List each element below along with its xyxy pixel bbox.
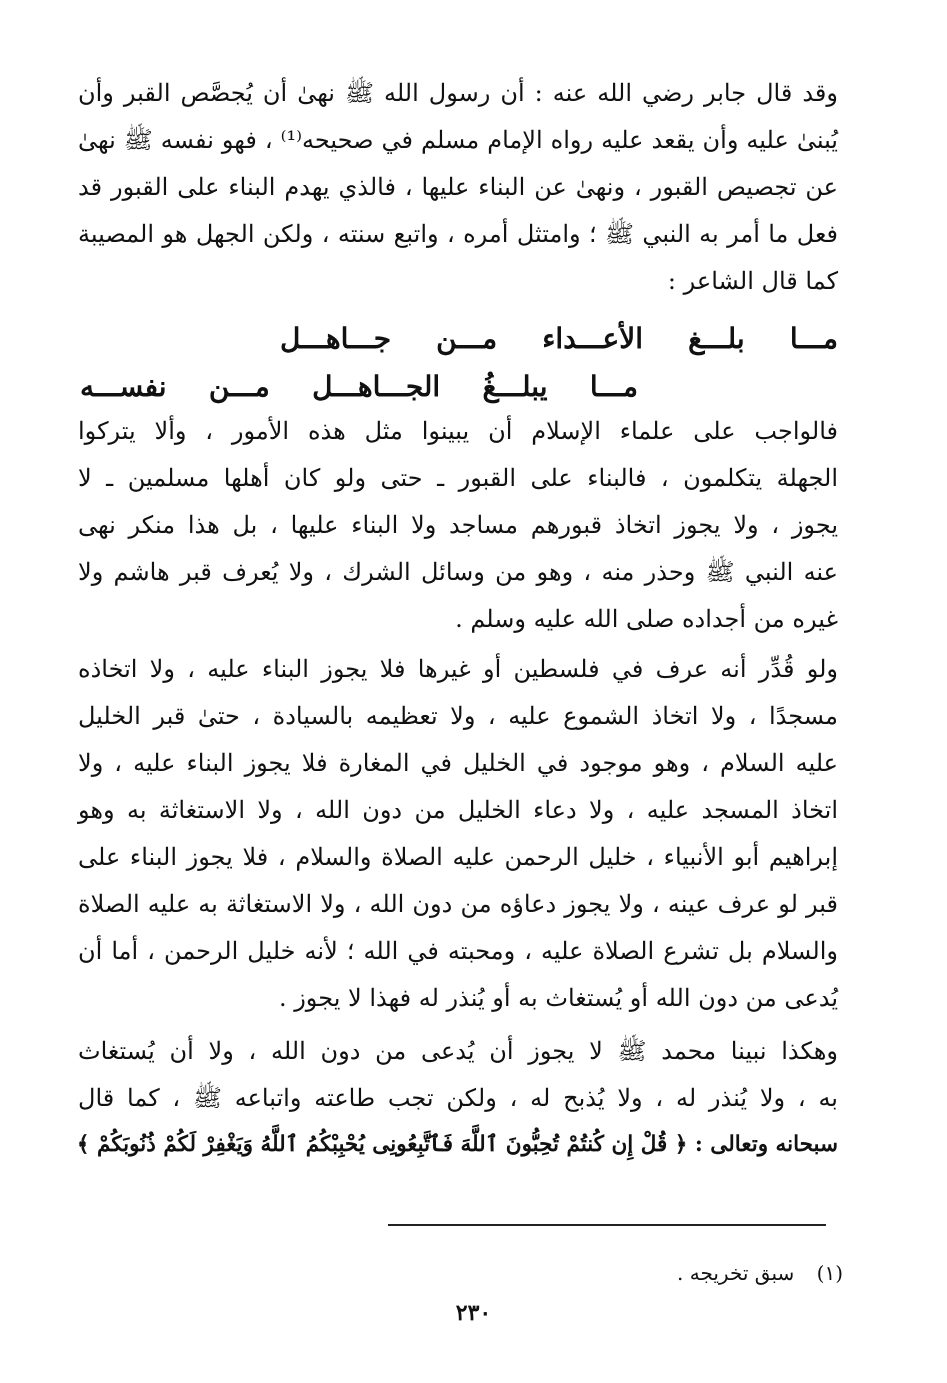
poem-verse-1: مـــا بلـــغ الأعـــداء مـــن جـــاهـــل xyxy=(280,322,838,355)
text-line: عليه السلام ، وهو موجود في الخليل في المغارة فلا يجوز البناء عليه ، ولا xyxy=(78,749,838,777)
footnote-divider xyxy=(388,1224,826,1226)
text-line: وقد قال جابر رضي الله عنه : أن رسول الله ﷺ نهىٰ أن يُجصَّص القبر وأن xyxy=(78,79,838,107)
poem-verse-2: مـــا يبلـــغُ الجـــاهـــل مـــن نفســـه xyxy=(80,370,638,403)
footnote-number: (١) xyxy=(816,1261,843,1285)
text-line: عنه النبي ﷺ وحذر منه ، وهو من وسائل الشرك ، ولا يُعرف قبر هاشم ولا xyxy=(78,558,838,586)
text-line: ولو قُدِّر أنه عرف في فلسطين أو غيرها فلا يجوز البناء عليه ، ولا اتخاذه xyxy=(78,655,838,683)
text-line: غيره من أجداده صلى الله عليه وسلم . xyxy=(455,605,838,633)
text-line: وهكذا نبينا محمد ﷺ لا يجوز أن يُدعى من دون الله ، ولا أن يُستغاث xyxy=(78,1037,838,1065)
text-line: إبراهيم أبو الأنبياء ، خليل الرحمن عليه الصلاة والسلام ، فلا يجوز البناء على xyxy=(78,843,838,871)
text-line: والسلام بل تشرع الصلاة عليه ، ومحبته في الله ؛ لأنه خليل الرحمن ، أما أن xyxy=(78,937,838,965)
text-line: مسجدًا ، ولا اتخاذ الشموع عليه ، ولا تعظيمه بالسيادة ، حتىٰ قبر الخليل xyxy=(78,702,838,730)
text-line: الجهلة يتكلمون ، فالبناء على القبور ـ حتى ولو كان أهلها مسلمين ـ لا xyxy=(78,464,838,492)
page-number: ٢٣٠ xyxy=(455,1300,492,1326)
text-line: قبر لو عرف عينه ، ولا يجوز دعاؤه من دون الله ، ولا الاستغاثة به عليه الصلاة xyxy=(78,890,838,918)
text-line: يجوز ، ولا يجوز اتخاذ قبورهم مساجد ولا البناء عليها ، بل هذا منكر نهى xyxy=(78,511,838,539)
text-line: به ، ولا يُنذر له ، ولا يُذبح له ، ولكن تجب طاعته واتباعه ﷺ ، كما قال xyxy=(78,1084,838,1112)
footnote-text: سبق تخريجه . xyxy=(677,1261,795,1285)
text-line: فالواجب على علماء الإسلام أن يبينوا مثل هذه الأمور ، وألا يتركوا xyxy=(78,417,838,445)
text-line: كما قال الشاعر : xyxy=(667,267,838,295)
footnote xyxy=(677,1258,843,1288)
text-line: يُبنىٰ عليه وأن يقعد عليه رواه الإمام مسلم في صحيحه⁽¹⁾ ، فهو نفسه ﷺ نهىٰ xyxy=(78,126,838,154)
text-line: يُدعى من دون الله أو يُستغاث به أو يُنذر له فهذا لا يجوز . xyxy=(278,984,838,1012)
text-line: اتخاذ المسجد عليه ، ولا دعاء الخليل من دون الله ، ولا الاستغاثة به وهو xyxy=(78,796,838,824)
quran-verse-line: سبحانه وتعالى : ﴿ قُلْ إِن كُنتُمْ تُحِبُّونَ ٱللَّهَ فَٱتَّبِعُونِى يُحْبِبْكُمُ ٱللَّهُ وَيَغْفِرْ لَكُمْ ذُنُوبَكُمْ ﴾ xyxy=(76,1132,838,1157)
text-line: فعل ما أمر به النبي ﷺ ؛ وامتثل أمره ، واتبع سنته ، ولكن الجهل هو المصيبة xyxy=(78,220,838,248)
text-line: عن تجصيص القبور ، ونهىٰ عن البناء عليها ، فالذي يهدم البناء على القبور قد xyxy=(78,173,838,201)
